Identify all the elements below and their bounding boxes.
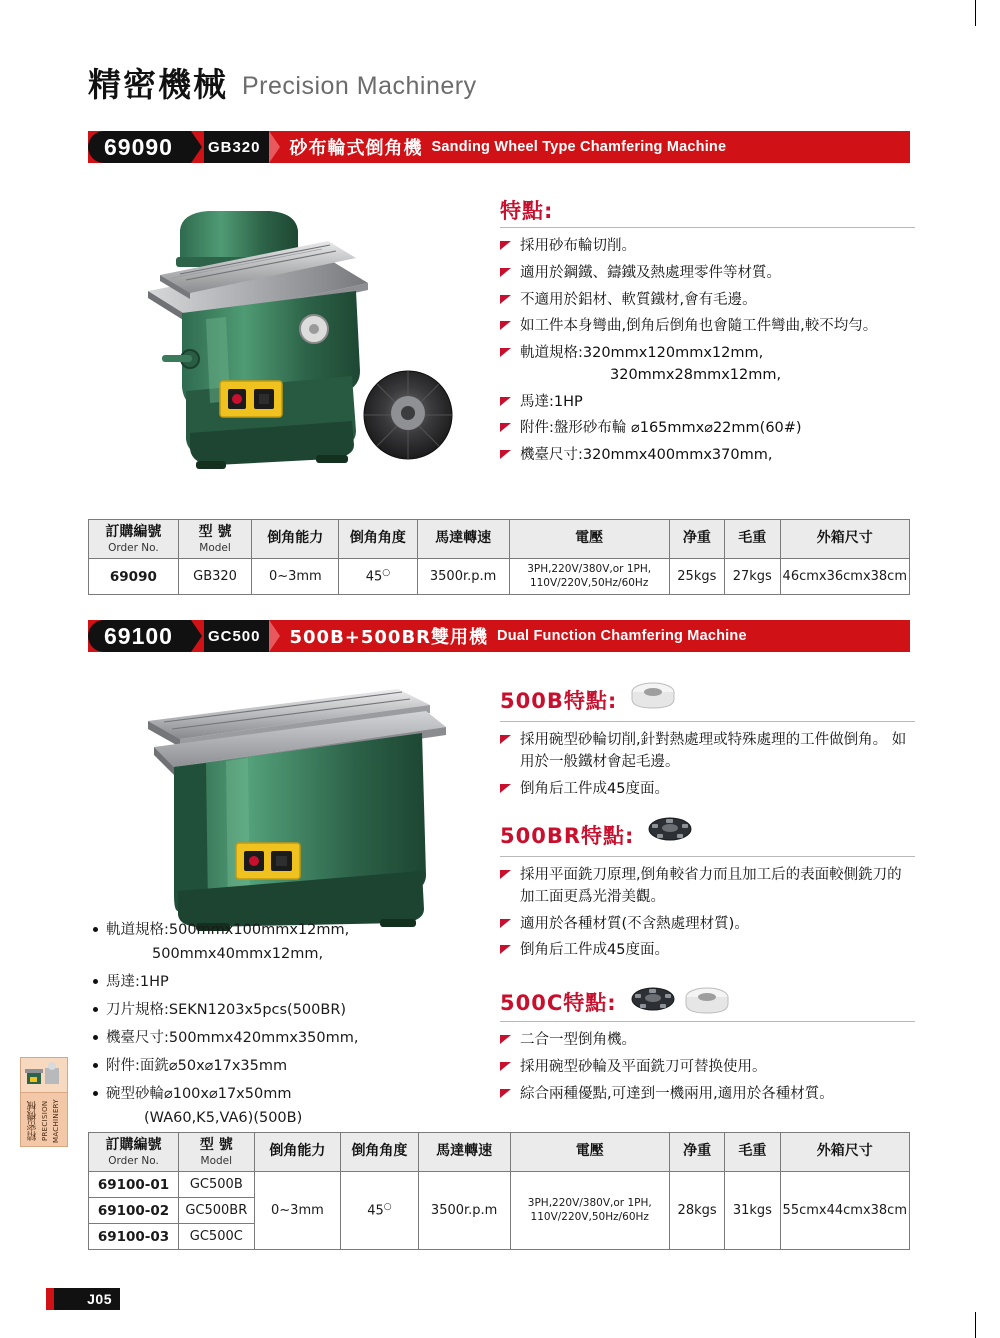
crop-mark-bottom-right xyxy=(975,1312,976,1338)
col-model: 型 號 Model xyxy=(178,1133,254,1172)
page-title-en: Precision Machinery xyxy=(242,72,477,100)
feature-item: 倒角后工件成45度面。 xyxy=(500,940,915,962)
feature-item xyxy=(500,392,915,414)
spec-item: 刀片規格:SEKN1203x5pcs(500BR) xyxy=(92,1000,482,1021)
col-carton-size: 外箱尺寸 xyxy=(780,520,909,559)
col-gross-weight: 毛重 xyxy=(725,1133,780,1172)
spec-item-continuation: 500mmx40mmx12mm, xyxy=(152,946,324,963)
col-gross-weight: 毛重 xyxy=(725,520,781,559)
bullet-arrow-icon xyxy=(500,945,511,954)
col-voltage: 電壓 xyxy=(509,520,669,559)
spec-table-69090 xyxy=(88,519,910,595)
cell-angle: 45○ xyxy=(341,1172,419,1250)
cell-speed: 3500r.p.m xyxy=(418,1172,510,1250)
feature-text: 採用砂布輪切削。 xyxy=(520,238,636,254)
col-speed: 馬達轉速 xyxy=(418,1133,510,1172)
feature-text: 適用於鋼鐵、鑄鐵及熱處理零件等材質。 xyxy=(520,264,781,281)
bullet-arrow-icon xyxy=(500,397,511,406)
chevron-right-icon xyxy=(191,620,202,652)
chevron-right-outline-icon xyxy=(269,620,280,652)
col-angle: 倒角角度 xyxy=(339,520,417,559)
feature-item: 綜合兩種優點,可達到一機兩用,適用於各種材質。 xyxy=(500,1084,915,1106)
feature-text: 如工件本身彎曲,倒角后倒角也會隨工件彎曲,較不均勻。 xyxy=(520,318,878,335)
col-net-weight: 净重 xyxy=(669,1133,724,1172)
cell-model: GC500BR xyxy=(178,1198,254,1224)
col-order-no: 訂購編號 Order No. xyxy=(89,1133,179,1172)
cell-order-no: 69090 xyxy=(89,559,179,595)
features-block-69090 xyxy=(500,195,915,472)
feature-item: 採用平面銑刀原理,倒角較省力而且加工后的表面較側銑刀的加工面更爲光滑美觀。 xyxy=(500,865,915,909)
chevron-right-outline-icon xyxy=(269,131,280,163)
spec-item: 馬達:1HP xyxy=(92,972,482,993)
table-row xyxy=(89,559,910,595)
section-header-69090 xyxy=(88,131,910,163)
specs-list-gc500 xyxy=(92,920,482,1136)
cell-order-no: 69100-01 xyxy=(89,1172,179,1198)
feature-item xyxy=(500,445,915,467)
feature-item xyxy=(500,263,915,285)
cell-capacity: 0~3mm xyxy=(254,1172,341,1250)
cell-net-weight: 28kgs xyxy=(669,1172,724,1250)
col-net-weight: 净重 xyxy=(669,520,724,559)
feature-text: 附件:盤形砂布輪 ⌀165mmx⌀22mm(60#) xyxy=(520,420,802,437)
features-heading-500br: 500BR特點: xyxy=(500,823,635,848)
col-speed: 馬達轉速 xyxy=(417,520,509,559)
crop-mark-top-right xyxy=(975,0,976,26)
cell-model: GC500B xyxy=(178,1172,254,1198)
machine-photo-gc500 xyxy=(130,675,470,935)
col-model: 型 號 Model xyxy=(178,520,252,559)
features-heading: 特點: xyxy=(500,199,554,223)
feature-item xyxy=(500,236,915,258)
bullet-arrow-icon xyxy=(500,735,511,744)
page-title-cn: 精密機械 xyxy=(88,65,228,104)
cell-order-no: 69100-03 xyxy=(89,1224,179,1250)
cell-net-weight: 25kgs xyxy=(669,559,724,595)
feature-item xyxy=(500,418,915,440)
cell-voltage: 3PH,220V/380V,or 1PH, 110V/220V,50Hz/60Hz xyxy=(509,559,669,595)
col-capacity: 倒角能力 xyxy=(252,520,339,559)
cell-speed: 3500r.p.m xyxy=(417,559,509,595)
feature-item: 採用碗型砂輪及平面銑刀可替换使用。 xyxy=(500,1057,915,1079)
cell-capacity: 0~3mm xyxy=(252,559,339,595)
feature-item xyxy=(500,316,915,338)
spec-item: 碗型砂輪⌀100x⌀17x50mm xyxy=(92,1084,482,1105)
cell-gross-weight: 31kgs xyxy=(725,1172,780,1250)
table-header-row xyxy=(89,1133,910,1172)
cell-model: GB320 xyxy=(178,559,252,595)
bullet-arrow-icon xyxy=(500,241,511,250)
feature-item: 倒角后工件成45度面。 xyxy=(500,779,915,801)
features-heading-500c: 500C特點: xyxy=(500,991,617,1015)
feature-item xyxy=(500,290,915,312)
bullet-arrow-icon xyxy=(500,870,511,879)
dual-tool-icon xyxy=(627,985,733,1019)
feature-item xyxy=(500,343,915,387)
section-title-en: Sanding Wheel Type Chamfering Machine xyxy=(431,139,727,155)
page-number-accent xyxy=(46,1288,54,1310)
cup-wheel-white-icon xyxy=(627,680,679,719)
section-title-en: Dual Function Chamfering Machine xyxy=(497,628,747,644)
section-title-cn: 500B+500BR雙用機 xyxy=(289,627,489,648)
feature-item: 採用碗型砂輪切削,針對熱處理或特殊處理的工件做倒角。 如用於一般鐵材會起毛邊。 xyxy=(500,730,915,774)
spec-item-continuation: (WA60,K5,VA6)(500B) xyxy=(144,1110,303,1127)
feature-item: 二合一型倒角機。 xyxy=(500,1030,915,1052)
page-number-text: J05 xyxy=(87,1291,112,1307)
col-carton-size: 外箱尺寸 xyxy=(780,1133,909,1172)
cell-voltage: 3PH,220V/380V,or 1PH, 110V/220V,50Hz/60Hz xyxy=(510,1172,669,1250)
bullet-arrow-icon xyxy=(500,321,511,330)
face-mill-cutter-icon xyxy=(644,815,696,854)
cell-angle: 45○ xyxy=(339,559,417,595)
side-index-tab xyxy=(20,1057,68,1147)
spec-item: 軌道規格:500mmx100mmx12mm, xyxy=(92,920,482,941)
col-capacity: 倒角能力 xyxy=(254,1133,341,1172)
bullet-arrow-icon xyxy=(500,450,511,459)
cell-carton: 55cmx44cmx38cm xyxy=(780,1172,909,1250)
bullet-arrow-icon xyxy=(500,1062,511,1071)
spec-item: 機臺尺寸:500mmx420mmx350mm, xyxy=(92,1028,482,1049)
spec-table-69100 xyxy=(88,1132,910,1250)
tab-label: 精密機械 PRECISION MACHINERY xyxy=(27,1099,60,1143)
table-header-row xyxy=(89,520,910,559)
col-order-no: 訂購編號 Order No. xyxy=(89,520,179,559)
section-order-code: 69100 xyxy=(88,620,191,652)
features-block-500br xyxy=(500,815,915,967)
features-heading-500b: 500B特點: xyxy=(500,688,618,713)
features-block-500b xyxy=(500,680,915,805)
bullet-arrow-icon xyxy=(500,268,511,277)
feature-text-continuation: 320mmx28mmx12mm, xyxy=(610,366,782,383)
table-row xyxy=(89,1172,910,1198)
col-angle: 倒角角度 xyxy=(341,1133,419,1172)
bullet-arrow-icon xyxy=(500,1089,511,1098)
feature-text: 軌道規格:320mmx120mmx12mm, xyxy=(520,345,764,361)
section-model-code: GC500 xyxy=(204,620,269,652)
feature-text: 機臺尺寸:320mmx400mmx370mm, xyxy=(520,447,773,463)
tab-icon xyxy=(21,1058,67,1093)
cell-carton: 46cmx36cmx38cm xyxy=(780,559,909,595)
bullet-arrow-icon xyxy=(500,348,511,357)
bullet-arrow-icon xyxy=(500,423,511,432)
feature-text: 不適用於鋁材、軟質鐵材,會有毛邊。 xyxy=(520,291,757,308)
features-block-500c xyxy=(500,985,915,1110)
bullet-arrow-icon xyxy=(500,919,511,928)
cell-gross-weight: 27kgs xyxy=(725,559,781,595)
spec-item: 附件:面銑⌀50x⌀17x35mm xyxy=(92,1056,482,1077)
section-title-cn: 砂布輪式倒角機 xyxy=(289,138,423,159)
col-voltage: 電壓 xyxy=(510,1133,669,1172)
bullet-arrow-icon xyxy=(500,784,511,793)
cell-order-no: 69100-02 xyxy=(89,1198,179,1224)
section-model-code: GB320 xyxy=(204,131,269,163)
cell-model: GC500C xyxy=(178,1224,254,1250)
bullet-arrow-icon xyxy=(500,295,511,304)
section-order-code: 69090 xyxy=(88,131,191,163)
machine-photo-gb320 xyxy=(120,195,460,495)
feature-text: 馬達:1HP xyxy=(520,393,583,410)
feature-item: 適用於各種材質(不含熱處理材質)。 xyxy=(500,914,915,936)
chevron-right-icon xyxy=(191,131,202,163)
page-title xyxy=(88,65,477,104)
features-list-69090 xyxy=(500,236,915,467)
page-number-badge xyxy=(46,1288,120,1310)
section-header-69100 xyxy=(88,620,910,652)
bullet-arrow-icon xyxy=(500,1035,511,1044)
